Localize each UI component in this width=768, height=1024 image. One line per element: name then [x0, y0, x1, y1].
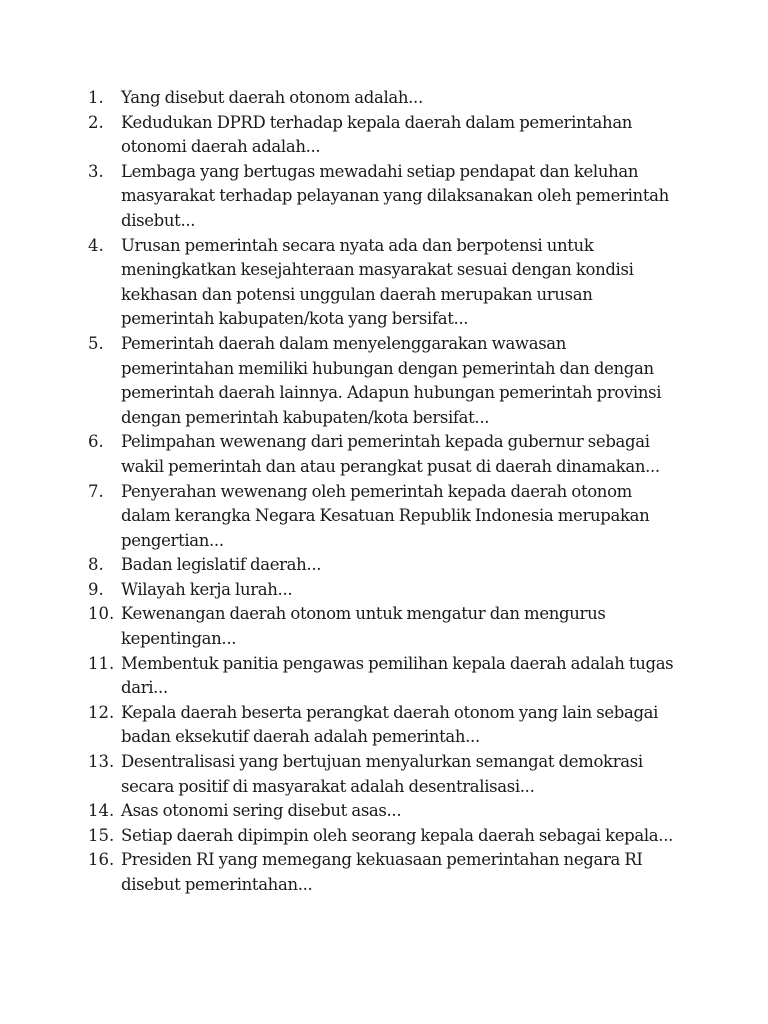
question-text: Desentralisasi yang bertujuan menyalurkan semangat demokrasi secara positif di masyarakat adalah desentralisasi...: [121, 752, 643, 796]
question-text: Presiden RI yang memegang kekuasaan pemerintahan negara RI disebut pemerintahan...: [121, 850, 643, 894]
question-number: 8.: [88, 555, 104, 575]
question-text: Membentuk panitia pengawas pemilihan kepala daerah adalah tugas dari...: [121, 653, 674, 698]
question-item: [88, 652, 678, 701]
question-item: [88, 332, 678, 430]
question-item: [88, 799, 678, 824]
question-text: Badan legislatif daerah...: [121, 555, 322, 575]
question-number: 3.: [88, 161, 104, 181]
question-text: Kewenangan daerah otonom untuk mengatur dan mengurus kepentingan...: [121, 604, 606, 649]
question-text: Wilayah kerja lurah...: [121, 579, 293, 599]
question-number: 7.: [88, 481, 104, 501]
question-item: [88, 750, 678, 799]
question-number: 2.: [88, 112, 104, 132]
question-item: [88, 701, 678, 750]
question-number: 15.: [88, 825, 115, 845]
question-number: 12.: [88, 702, 115, 722]
question-item: [88, 111, 678, 160]
question-number: 9.: [88, 579, 104, 599]
question-item: [88, 480, 678, 554]
question-number: 6.: [88, 432, 104, 452]
question-item: [88, 602, 678, 651]
question-number: 10.: [88, 604, 115, 624]
question-text: Setiap daerah dipimpin oleh seorang kepala daerah sebagai kepala...: [121, 825, 673, 845]
question-text: Urusan pemerintah secara nyata ada dan berpotensi untuk meningkatkan kesejahteraan masyarakat sesuai dengan kondisi kekhasan dan potensi unggulan daerah merupakan urusan pemerintah kabupaten/kota yang bersifat...: [121, 235, 634, 329]
question-number: 4.: [88, 235, 104, 255]
question-item: [88, 234, 678, 332]
question-text: Pemerintah daerah dalam menyelenggarakan wawasan pemerintahan memiliki hubungan dengan pemerintah dan dengan pemerintah daerah lainnya. Adapun hubungan pemerintah provinsi dengan pemerintah kabupaten/kota bersifat...: [121, 333, 662, 427]
question-item: [88, 578, 678, 603]
question-text: Lembaga yang bertugas mewadahi setiap pendapat dan keluhan masyarakat terhadap pelayanan yang dilaksanakan oleh pemerintah disebut...: [121, 161, 669, 230]
question-item: [88, 160, 678, 234]
question-item: [88, 848, 678, 897]
question-text: Kedudukan DPRD terhadap kepala daerah dalam pemerintahan otonomi daerah adalah...: [121, 112, 633, 157]
question-number: 5.: [88, 333, 104, 353]
question-text: Asas otonomi sering disebut asas...: [121, 801, 402, 821]
question-number: 14.: [88, 801, 115, 821]
question-item: [88, 824, 678, 849]
question-list: [88, 86, 678, 898]
question-number: 11.: [88, 653, 115, 673]
question-text: Penyerahan wewenang oleh pemerintah kepada daerah otonom dalam kerangka Negara Kesatuan Republik Indonesia merupakan pengertian...: [121, 481, 650, 550]
question-text: Pelimpahan wewenang dari pemerintah kepada gubernur sebagai wakil pemerintah dan atau perangkat pusat di daerah dinamakan...: [121, 432, 660, 476]
question-number: 16.: [88, 850, 115, 870]
question-number: 13.: [88, 752, 115, 772]
question-number: 1.: [88, 88, 104, 107]
question-text: Yang disebut daerah otonom adalah...: [121, 88, 423, 107]
question-item: [88, 86, 678, 111]
question-text: Kepala daerah beserta perangkat daerah otonom yang lain sebagai badan eksekutif daerah adalah pemerintah...: [121, 702, 659, 747]
question-item: [88, 430, 678, 479]
question-item: [88, 553, 678, 578]
